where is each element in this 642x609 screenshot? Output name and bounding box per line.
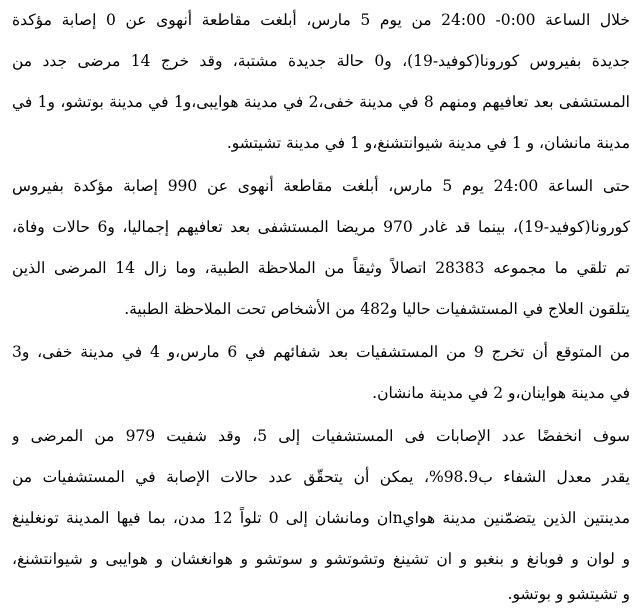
paragraph-2-line-2: كورونا(كوفيد-19)، بينما قد غادر 970 مريضا المستشفى بعد تعافيهم إجماليا، و6 حالات وفاة،	[12, 218, 630, 236]
paragraph-4-line-5: و تشيتشو و بوتشو.	[507, 585, 630, 603]
paragraph-4-line-1: سوف انخفضًا عدد الإصابات فى المستشفيات إلى 5، وقد شفيت 979 من المرضى و	[12, 427, 630, 445]
paragraph-4-line-2: يقدر معدل الشفاء ب98.9%، يمكن أن يتحقّق عدد حالات الإصابة في المستشفيات من	[12, 468, 630, 486]
paragraph-1-line-2: جديدة بفيروس كورونا(كوفيد-19)، و0 حالة جديدة مشتبة، وقد خرج 14 مرضى جدد من	[12, 52, 630, 70]
paragraph-2-line-1: حتى الساعة 24:00 يوم 5 مارس، أبلغت مقاطعة أنهوى عن 990 إصابة مؤكدة بفيروس	[12, 177, 630, 195]
paragraph-3-line-1: من المتوقع أن تخرج 9 من المستشفيات بعد شفائهم في 6 مارس،و 4 في مدينة خفى، و3	[12, 343, 630, 361]
paragraph-2-line-3: تم تلقي ما مجموعه 28383 اتصالاً وثيقاً من الملاحظة الطبية، وما زال 14 المرضى الذين	[12, 259, 630, 277]
paragraph-4-line-3: مدينتين الذين يتضمّنين مدينة هوايnان ومانشان إلى 0 تلواً 12 مدن، بما فيها المدينة تونغلينغ	[12, 509, 630, 527]
paragraph-1-line-3: المستشفى بعد تعافيهم ومنهم 8 في مدينة خفى،2 في مدينة هوايبى،و1 في مدينة بوتشو، و1 في	[12, 93, 630, 111]
paragraph-4-line-4: و لوان و فوبانغ و بنغبو و ان تشينغ وتشوتشو و سوتشو و هوانغشان و هوايبى و شيوانتشنغ،	[12, 550, 630, 568]
paragraph-2-line-4: يتلقون العلاج في المستشفيات حاليا و482 من الأشخاص تحت الملاحظة الطبية.	[124, 300, 630, 318]
paragraph-1-line-4: مدينة مانشان، و 1 في مدينة شيوانتشنغ،و 1 في مدينة تشيتشو.	[226, 134, 630, 152]
paragraph-3-line-2: في مدينة هواينان،و 2 في مدينة مانشان.	[372, 384, 630, 402]
paragraph-1-line-1: خلال الساعة 0:00- 24:00 من يوم 5 مارس، أبلغت مقاطعة أنهوى عن 0 إصابة مؤكدة	[12, 11, 630, 29]
